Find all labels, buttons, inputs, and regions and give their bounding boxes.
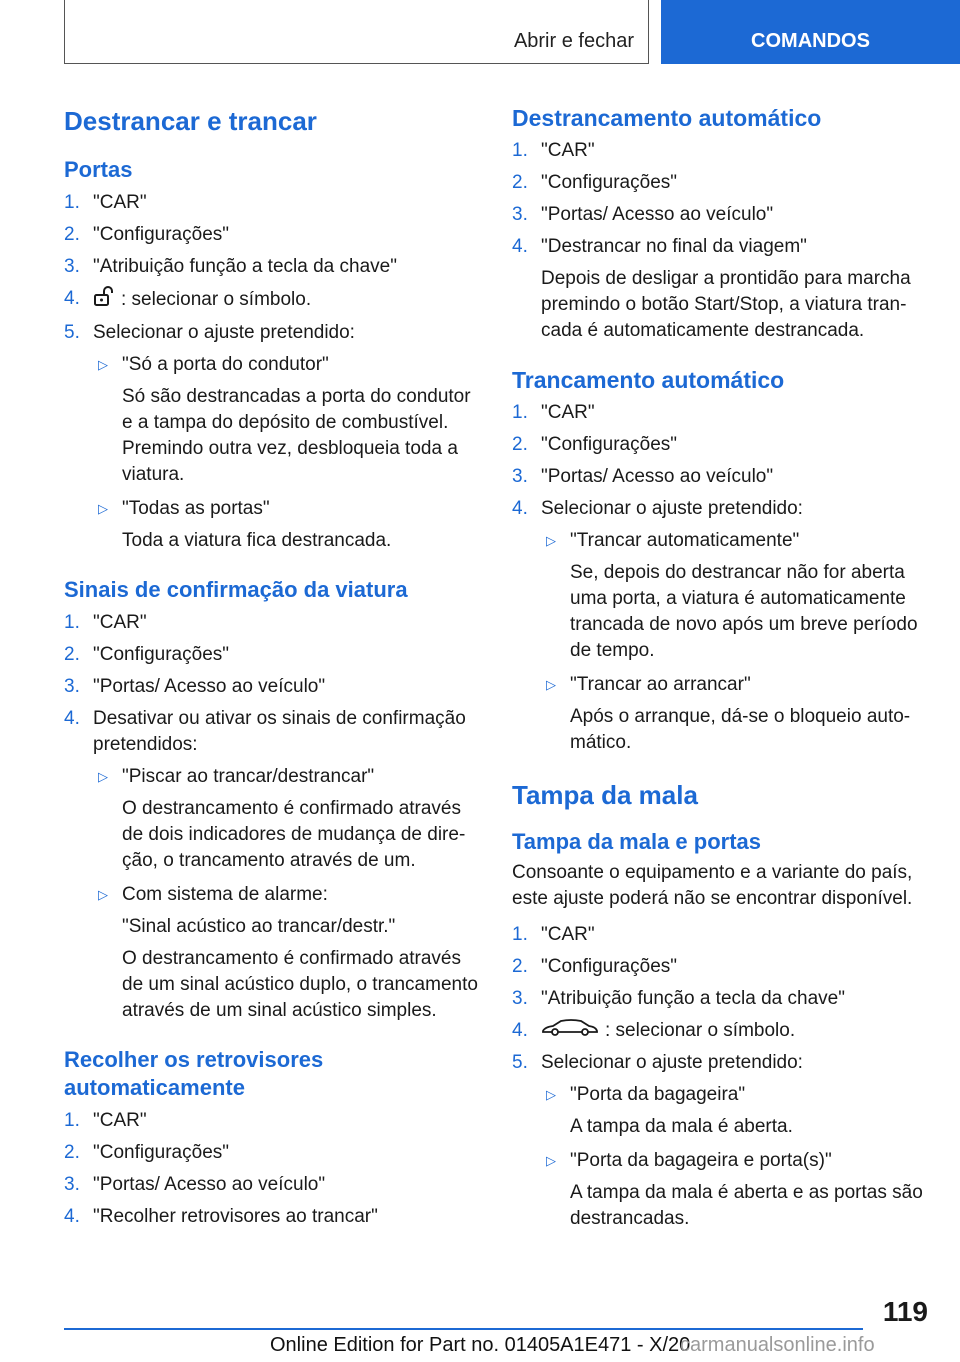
triangle-right-icon: ▷ (98, 769, 108, 784)
sub-option: ▷ "Porta da bagageira e porta(s)" A tampa da mala é aberta e as portas são destrancadas. (546, 1150, 923, 1230)
triangle-right-icon: ▷ (98, 887, 108, 902)
list-item: 3. "Portas/ Acesso ao veículo" (512, 466, 774, 487)
list-item: 4. Selecionar o ajuste pretendido: ▷ "Trancar automaticamente" Se, depois do destrancar não for aberta uma porta, a viatura é automaticamente trancada de novo após um breve período de tempo. ▷ "Trancar ao arrancar" Após o arranque, dá-se o bloqueio auto‐ mático. (512, 496, 932, 756)
sub-option: ▷ "Todas as portas" Toda a viatura fica destrancada. (98, 498, 392, 551)
list-item: 4. "Destrancar no final da viagem" Depois de desligar a prontidão para marcha premindo o botão Start/Stop, a viatura tran‐ cada é automaticamente destrancada. (512, 234, 932, 344)
list-item: 2. "Configurações" (512, 434, 678, 455)
sub-option: ▷ "Só a porta do condutor" Só são destrancadas a porta do condutor e a tampa do depósito de combustível. Premindo outra vez, desbloqueia toda a viatura. (98, 354, 471, 485)
triangle-right-icon: ▷ (546, 1153, 556, 1169)
list-item: 5. Selecionar o ajuste pretendido: ▷ "Porta da bagageira" A tampa da mala é aberta. ▷ "Porta da bagageira e porta(s)" A tampa da mala é aberta e as portas são destrancadas. (512, 1050, 932, 1232)
list-item: 4. "Recolher retrovisores ao trancar" (64, 1206, 378, 1227)
sub-option: ▷ "Trancar automaticamente" Se, depois do destrancar não for aberta uma porta, a viatura é automaticamente trancada de novo após um breve período de tempo. (546, 530, 918, 661)
sub-option: ▷ "Trancar ao arrancar" Após o arranque, dá-se o bloqueio auto‐ mático. (546, 674, 911, 753)
heading-destrancamento-automatico: Destrancamento automático (512, 105, 822, 131)
list-item: 4. Desativar ou ativar os sinais de confirmação pretendidos: ▷ "Piscar ao trancar/destrancar" O destrancamento é confirmado através de dois indicadores de mudança de dire‐ ção, o trancamento através de um. ▷ Com sistema de alarme: "Sinal acústico ao trancar/destr." O destrancamento é confirmado através de um sinal acústico duplo, o trancamento através de um sinal acústico simples. (64, 706, 484, 1024)
list-item: 2. "Configurações" (512, 956, 678, 977)
chapter-tab-label: COMANDOS (751, 29, 870, 52)
footer-divider (64, 1328, 863, 1330)
footer-watermark: carmanualsonline.info (680, 1334, 875, 1356)
list-item: 3. "Atribuição função a tecla da chave" (64, 256, 397, 277)
page-number: 119 (882, 1296, 928, 1327)
left-column (64, 100, 484, 1230)
triangle-right-icon: ▷ (546, 533, 556, 548)
triangle-right-icon: ▷ (546, 1087, 556, 1103)
footer-edition: Online Edition for Part no. 01405A1E471 - X/20 (270, 1334, 691, 1356)
heading-tampa-mala-portas: Tampa da mala e portas (512, 829, 762, 854)
list-item: 1. "CAR" (512, 924, 595, 945)
heading-destrancar-trancar: Destrancar e trancar (64, 106, 317, 136)
triangle-right-icon: ▷ (546, 677, 556, 692)
list-item: 5. Selecionar o ajuste pretendido: ▷ "Só a porta do condutor" Só são destrancadas a porta do condutor e a tampa do depósito de combustível. Premindo outra vez, desbloqueia toda a viatura. ▷ "Todas as portas" Toda a viatura fica destrancada. (64, 320, 484, 554)
list-item: 3. "Portas/ Acesso ao veículo" (64, 676, 326, 697)
note-text: Depois de desligar a prontidão para marcha premindo o botão Start/Stop, a viatura tran‐ cada é automaticamente destrancada. (541, 268, 911, 341)
list-item: 1. "CAR" (64, 612, 147, 633)
intro-text: Consoante o equipamento e a variante do país, este ajuste poderá não se encontrar disponível. (512, 862, 913, 909)
right-column (512, 100, 932, 1232)
car-trunk-icon (541, 1018, 599, 1044)
unlock-icon (93, 286, 115, 314)
list-item: 2. "Configurações" (64, 644, 230, 665)
heading-recolher: Recolher os retrovisores automaticamente (64, 1047, 324, 1100)
sub-option: ▷ "Porta da bagageira" A tampa da mala é aberta. (546, 1084, 793, 1138)
list-item: 2. "Configurações" (64, 1142, 230, 1163)
list-item: 1. "CAR" (64, 1110, 147, 1131)
triangle-right-icon: ▷ (98, 357, 108, 372)
heading-portas: Portas (64, 157, 133, 182)
list-item: 2. "Configurações" (64, 224, 230, 245)
heading-trancamento-automatico: Trancamento automático (512, 367, 785, 393)
heading-tampa-da-mala: Tampa da mala (512, 780, 698, 810)
list-item: 1. "CAR" (512, 140, 595, 161)
list-item: 4. : selecionar o símbolo. (512, 1018, 932, 1044)
header-chapter-tab[interactable] (661, 0, 960, 64)
list-item: 4. : selecionar o símbolo. (64, 286, 484, 314)
list-item: 2. "Configurações" (512, 172, 678, 193)
list-item: 3. "Atribuição função a tecla da chave" (512, 988, 845, 1009)
header-section-title: Abrir e fechar (513, 30, 634, 52)
sub-option: ▷ Com sistema de alarme: "Sinal acústico ao trancar/destr." O destrancamento é confirmado através de um sinal acústico duplo, o trancamento através de um sinal acústico simples. (98, 884, 478, 1021)
list-item: 3. "Portas/ Acesso ao veículo" (64, 1174, 326, 1195)
list-item: 1. "CAR" (64, 192, 147, 213)
sub-option: ▷ "Piscar ao trancar/destrancar" O destrancamento é confirmado através de dois indicadores de mudança de dire‐ ção, o trancamento através de um. (98, 766, 466, 871)
list-item: 3. "Portas/ Acesso ao veículo" (512, 204, 774, 225)
triangle-right-icon: ▷ (98, 501, 108, 516)
list-item: 1. "CAR" (512, 402, 595, 423)
heading-sinais: Sinais de confirmação da viatura (64, 577, 408, 602)
